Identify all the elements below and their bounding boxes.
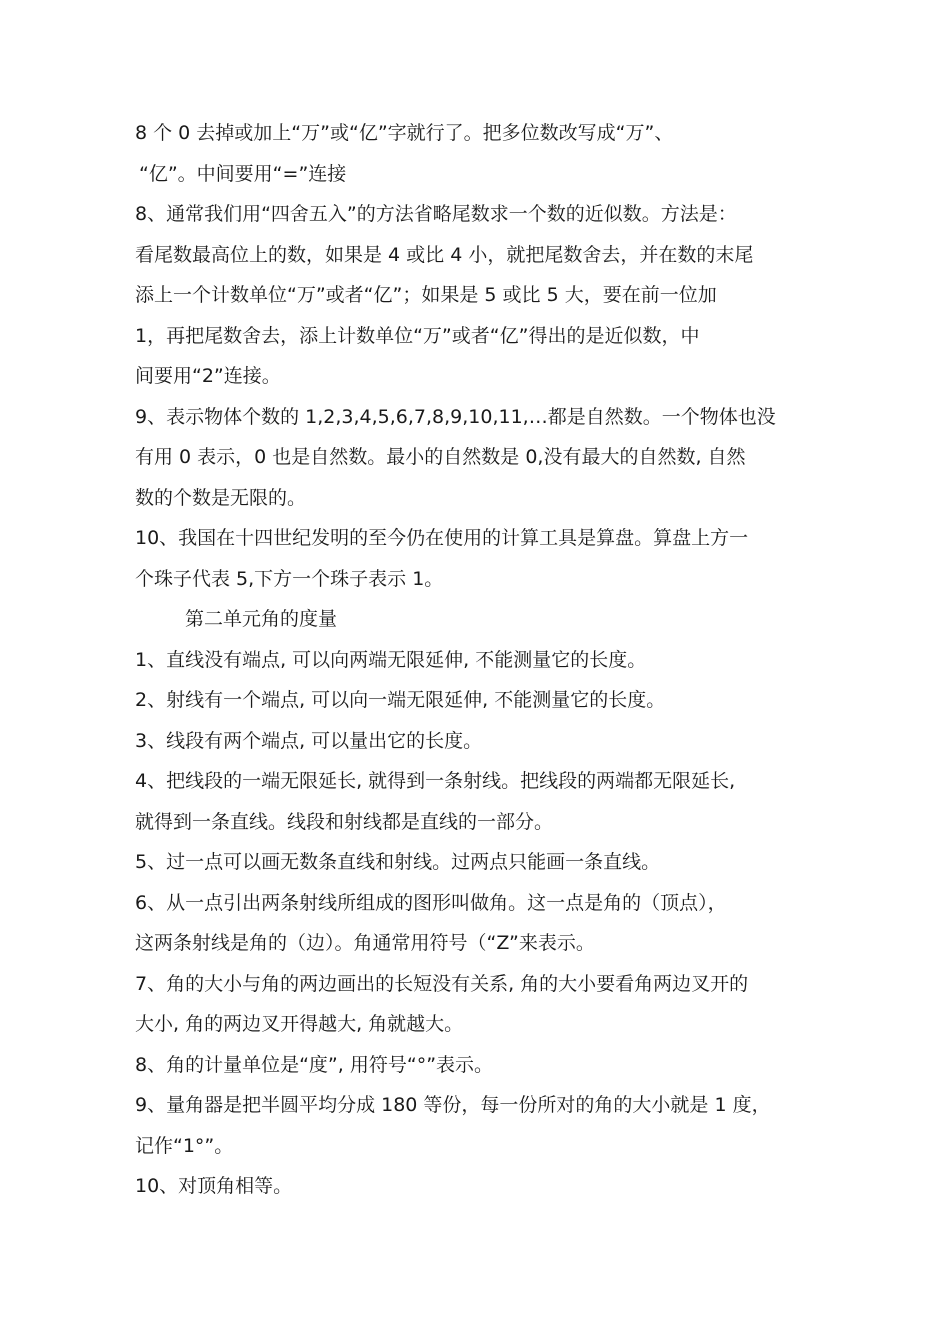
text-line: 间要用“2”连接。 [135,365,281,387]
text-line: 10、对顶角相等。 [135,1175,293,1197]
text-line: 8 个 0 去掉或加上“万”或“亿”字就行了。把多位数改写成“万”、 [135,122,674,144]
text-line: 9、量角器是把半圆平均分成 180 等份，每一份所对的角的大小就是 1 度， [135,1094,771,1116]
text-line: 数的个数是无限的。 [135,486,307,509]
text-line: 6、从一点引出两条射线所组成的图形叫做角。这一点是角的（顶点）， [135,891,727,914]
text-line: 7、角的大小与角的两边画出的长短没有关系, 角的大小要看角两边叉开的 [135,972,749,995]
text-line: 添上一个计数单位“万”或者“亿”；如果是 5 或比 5 大，要在前一位加 [135,284,717,306]
text-line: 8、通常我们用“四舍五入”的方法省略尾数求一个数的近似数。方法是： [135,203,737,225]
text-line: 有用 0 表示，0 也是自然数。最小的自然数是 0,没有最大的自然数, 自然 [135,446,746,468]
text-line: 2、射线有一个端点, 可以向一端无限延伸, 不能测量它的长度。 [135,689,666,711]
text-line: 3、线段有两个端点, 可以量出它的长度。 [135,729,483,752]
text-line: 1、直线没有端点, 可以向两端无限延伸, 不能测量它的长度。 [135,648,647,671]
text-line: 这两条射线是角的（边）。角通常用符号（“Z”来表示。 [135,932,595,954]
text-line: 1，再把尾数舍去，添上计数单位“万”或者“亿”得出的是近似数，中 [135,324,700,347]
text-line: 10、我国在十四世纪发明的至今仍在使用的计算工具是算盘。算盘上方一 [135,527,749,549]
text-line: 9、表示物体个数的 1,2,3,4,5,6,7,8,9,10,11,…都是自然数。一个物体也没 [135,405,776,428]
text-line: 记作“1°”。 [135,1134,234,1157]
document-body [135,113,825,1207]
text-line: 8、角的计量单位是“度”, 用符号“°”表示。 [135,1053,494,1076]
text-line: 看尾数最高位上的数，如果是 4 或比 4 小，就把尾数舍去，并在数的末尾 [135,243,754,266]
text-line: 大小, 角的两边叉开得越大, 角就越大。 [135,1013,464,1035]
text-line: 5、过一点可以画无数条直线和射线。过两点只能画一条直线。 [135,851,661,873]
text-line: 4、把线段的一端无限延长, 就得到一条射线。把线段的两端都无限延长, [135,770,736,792]
text-line: 个珠子代表 5,下方一个珠子表示 1。 [135,567,444,590]
section-heading: 第二单元角的度量 [185,608,338,630]
text-line: “亿”。中间要用“=”连接 [139,162,347,185]
text-line: 就得到一条直线。线段和射线都是直线的一部分。 [135,810,554,833]
